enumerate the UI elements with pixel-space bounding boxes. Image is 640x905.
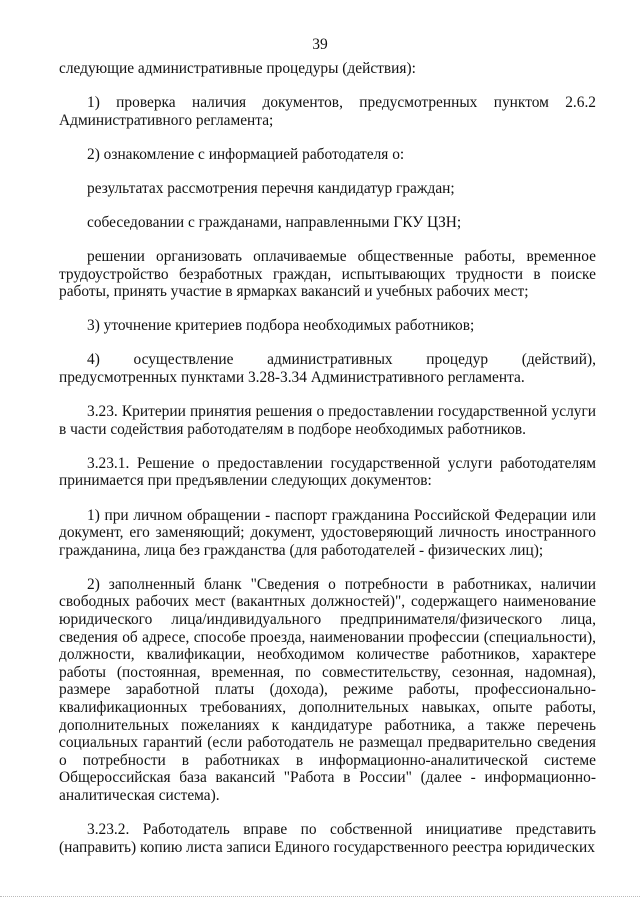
paragraph-item-1: 1) проверка наличия документов, предусмотренных пунктом 2.6.2 Административного регламента; — [59, 94, 596, 129]
paragraph-3-23-2: 3.23.2. Работодатель вправе по собственной инициативе представить (направить) копию листа записи Единого государственного реестра юридических — [59, 821, 596, 856]
paragraph-item-4: 4) осуществление административных процедур (действий), предусмотренных пунктами 3.28-3.34 Административного регламента. — [59, 351, 596, 387]
paragraph-3-23: 3.23. Критерии принятия решения о предоставлении государственной услуги в части содействия работодателям в подборе необходимых работников. — [59, 403, 596, 438]
paragraph-subitem-decision: решении организовать оплачиваемые общественные работы, временное трудоустройство безработных граждан, испытывающих трудности в поиске работы, принять участие в ярмарках вакансий и учебных рабочих мест; — [59, 248, 596, 301]
scan-edge-divider — [0, 896, 640, 898]
paragraph-intro: следующие административные процедуры (действия): — [59, 60, 416, 77]
paragraph-subitem-results: результатах рассмотрения перечня кандидатур граждан; — [87, 179, 455, 197]
page-number: 39 — [312, 36, 328, 53]
paragraph-item-2: 2) ознакомление с информацией работодателя о: — [87, 145, 405, 163]
paragraph-doc-item-1: 1) при личном обращении - паспорт гражданина Российской Федерации или документ, его заменяющий; документ, удостоверяющий личность иностранного гражданина, лица без гражданства (для работодателей - физических лиц); — [59, 506, 596, 559]
paragraph-3-23-1: 3.23.1. Решение о предоставлении государственной услуги работодателям принимается при предъявлении следующих документов: — [59, 454, 596, 490]
paragraph-item-3: 3) уточнение критериев подбора необходимых работников; — [87, 317, 475, 335]
page-body — [59, 60, 596, 856]
paragraph-doc-item-2: 2) заполненный бланк "Сведения о потребности в работниках, наличии свободных рабочих мест (вакантных должностей)", содержащего наименование юридического лица/индивидуального предпринимателя/физического лица, сведения об адресе, способе проезда, наименовании профессии (специальности), должности, квалификации, необходимом количестве работников, характере работы (постоянная, временная, по совместительству, сезонная, надомная), размере заработной платы (дохода), режиме работы, профессионально-квалификационных требованиях, дополнительных навыках, опыте работы, дополнительных пожеланиях к кандидатуре работника, а также перечень социальных гарантий (если работодатель не размещал предварительно сведения о потребности в работниках в информационно-аналитической системе Общероссийская база вакансий "Работа в России" (далее - информационно-аналитическая система). — [59, 575, 596, 804]
paragraph-subitem-interview: собеседовании с гражданами, направленными ГКУ ЦЗН; — [87, 213, 462, 231]
